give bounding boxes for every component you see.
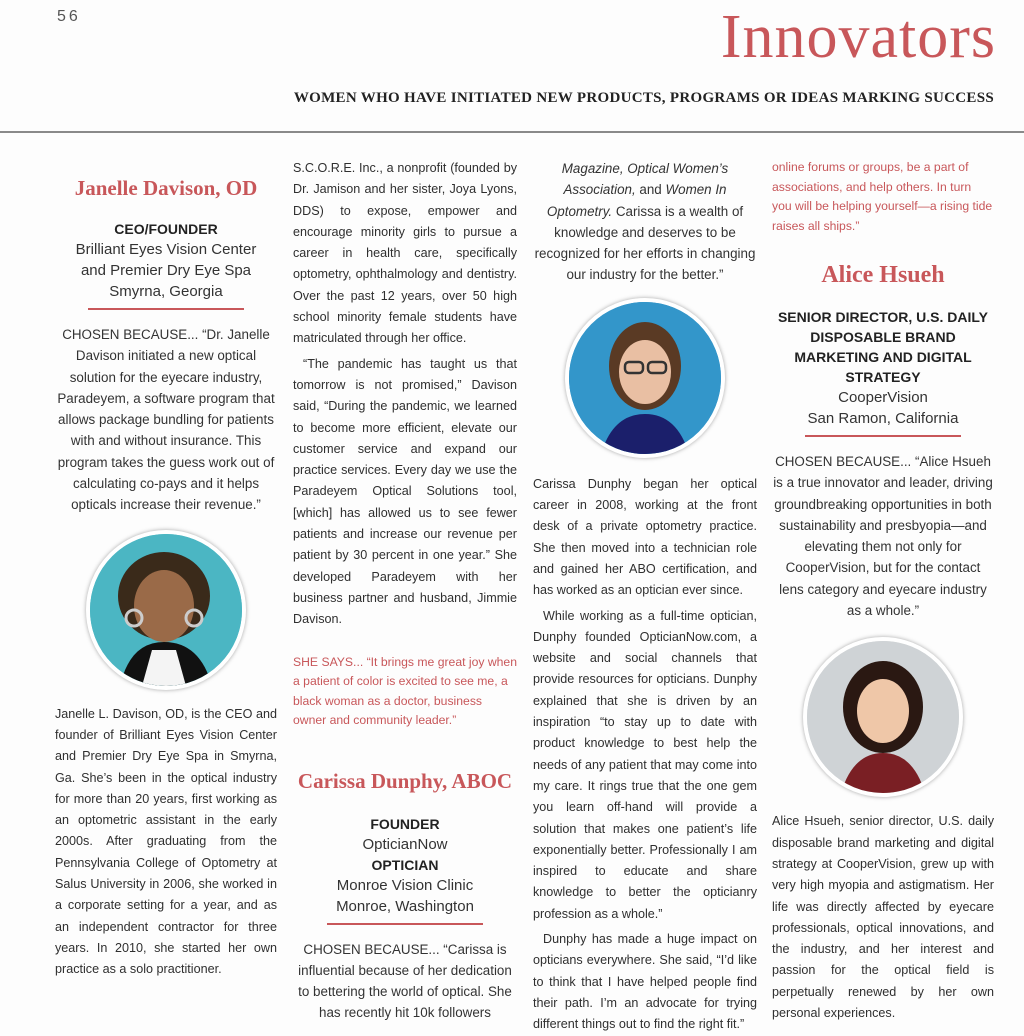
portrait-illustration [90,534,242,686]
column-3 [533,158,757,1036]
bio-paragraph: Janelle L. Davison, OD, is the CEO and founder of Brilliant Eyes Vision Center and Premier Dry Eye Spa in Smyrna, Ga. She’s been in the optical industry for more than 20 years, first working as an optometric assistant in the early 2000s. After graduating from the Pennsylvania College of Optometry at Salus University in 2006, she worked in a corporate setting for a year, and as an independent contractor for three years. In 2010, she started her own practice as a solo practitioner. [55,706,277,977]
she-says-quote-continued: online forums or groups, be a part of associations, and help others. In turn you will be helping yourself—a rising tide raises all ships.” [772,160,993,233]
profile-location: San Ramon, California [807,410,959,427]
column-1 [55,150,277,981]
profile-role: OPTICIAN [371,856,439,873]
bio-paragraph: S.C.O.R.E. Inc., a nonprofit (founded by Dr. Jamison and her sister, Joya Lyons, DDS) to expose, empower and encourage minority girls to pursue a career in health care, specifically optometry, ophthalmology and dentistry. Over the past 12 years, over 50 high school minority female students have matriculated through her office. [293,161,517,346]
bio-paragraph: Carissa Dunphy began her optical career in 2008, working at the front desk of a private optometry practice. She then moved into a technician role and gained her ABO certification, and has worked as an optician ever since. [533,476,757,598]
text-span: and [635,182,666,198]
divider [88,308,244,310]
header-rule [0,131,1024,133]
chosen-because-text: CHOSEN BECAUSE... “Dr. Janelle Davison initiated a new optical solution for the eyecare industry, Paradeyem, a software program that allows package bundling for patients with and without insurance. This program takes the guess work out of calculating co-pays and it helps opticals increase their revenue.” [57,327,275,513]
chosen-because-continued [533,158,757,286]
profile-org: and Premier Dry Eye Spa [80,262,252,279]
portrait-photo-janelle [86,530,246,690]
column-4 [772,158,994,1024]
profile-role: FOUNDER [370,815,440,832]
bio-paragraph: Dunphy has made a huge impact on opticians everywhere. She said, “I’d like to think that I have helped people find their path. I’m an advocate for trying different things out to find the right fit.” [533,932,757,1032]
column-2 [293,158,517,1024]
bio-paragraph: Alice Hsueh, senior director, U.S. daily disposable brand marketing and digital strategy at CooperVision, grew up with very high myopia and astigmatism. Her life was directly affected by eyecare professionals, optical innovations, and the industry, and her interest and passion for the optical field is perpetually renewed by her own personal experiences. [772,814,994,1021]
she-says-quote: SHE SAYS... “It brings me great joy when a patient of color is excited to see me, a black woman as a doctor, business owner and community leader.” [293,654,517,728]
section-title: Innovators [720,3,996,71]
divider [327,923,483,925]
portrait-illustration [569,302,721,454]
chosen-because-text: CHOSEN BECAUSE... “Alice Hsueh is a true innovator and leader, driving groundbreaking opportunities in both sustainability and presbyopia—and elevating them not only for CooperVision, but for the contact lens category and eyecare industry as a whole.” [773,454,993,619]
page-number: 56 [57,8,81,25]
chosen-because-text: CHOSEN BECAUSE... “Carissa is influential because of her dedication to bettering the world of optical. She has recently hit 10k followers [298,941,512,1021]
profile-location: Smyrna, Georgia [109,283,223,300]
bio-paragraph: While working as a full-time optician, Dunphy founded OpticianNow.com, a website and social channels that provide resources for opticians. Dunphy explained that she is driven by an inspiration “to stay up to date with product knowledge to best help the needs of any patient that may come into my care. It rings true that the one gem you learn off-hand will provide a solution that makes one patient’s life exponentially better. Professionally I am inspired to educate and share knowledge to better the opticianry profession as a whole.” [533,608,757,921]
profile-org: Monroe Vision Clinic [336,876,474,894]
publication-name: Women In Optometry. [546,182,727,219]
divider [805,435,961,437]
profile-name-janelle: Janelle Davison, OD [74,176,258,200]
profile-org: Brilliant Eyes Vision Center [75,241,257,258]
text-span: Carissa is a wealth of knowledge and deserves to be recognized for her efforts in changing our industry for the better.” [534,203,756,283]
profile-role: SENIOR DIRECTOR, U.S. DAILY DISPOSABLE BRAND MARKETING AND DIGITAL STRATEGY [777,309,989,385]
profile-role: CEO/FOUNDER [114,221,218,237]
publication-name: Magazine, Optical Women’s Association, [561,161,729,198]
profile-org: CooperVision [838,389,928,406]
profile-location: Monroe, Washington [336,897,474,915]
profile-name-carissa: Carissa Dunphy, ABOC [297,768,513,793]
portrait-photo-carissa [565,298,725,458]
portrait-illustration [807,641,959,793]
portrait-photo-alice [803,637,963,797]
section-subtitle: WOMEN WHO HAVE INITIATED NEW PRODUCTS, PROGRAMS OR IDEAS MARKING SUCCESS [293,90,994,106]
bio-paragraph: “The pandemic has taught us that tomorrow is not promised,” Davison said, “During the pandemic, we learned to become more efficient, elevate our customer service and expand our practice services. Every day we use the Paradeyem Optical Solutions tool, [which] has allowed us to see fewer patients and increase our revenue per patient by 30 percent in one year.” She developed Paradeyem with her business partner and husband, Jimmie Davison. [293,356,517,627]
profile-name-alice: Alice Hsueh [821,262,945,288]
profile-org: OpticianNow [362,835,448,853]
